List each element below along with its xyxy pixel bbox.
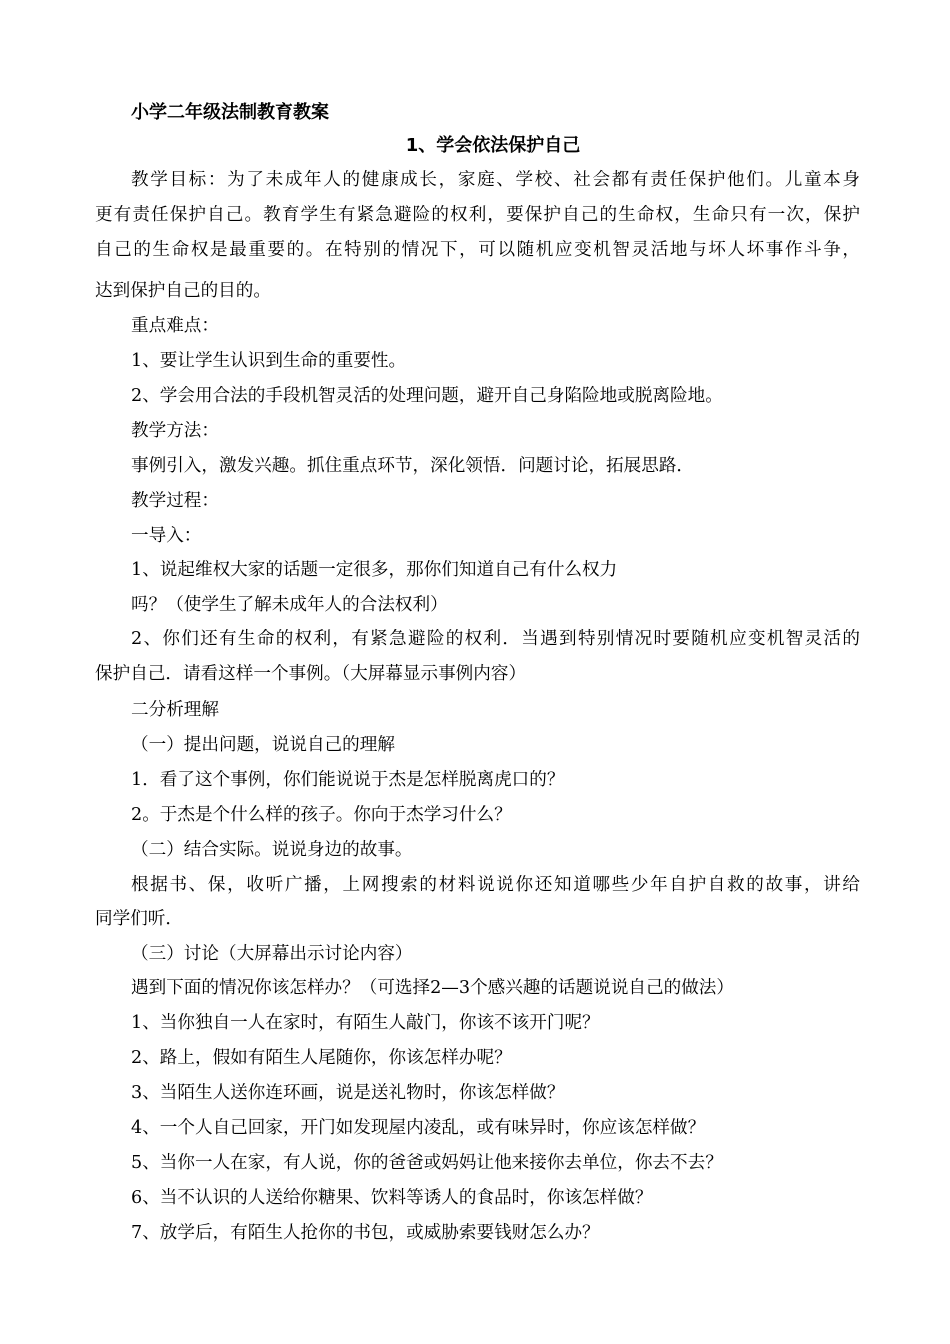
paragraph-line: 遇到下面的情况你该怎样办？（可选择2—3个感兴趣的话题说说自己的做法）: [131, 978, 734, 998]
paragraph-line: 达到保护自己的目的。: [95, 281, 271, 301]
paragraph-line: 教学目标：为了未成年人的健康成长，家庭、学校、社会都有责任保护他们。儿童本身: [131, 170, 860, 190]
list-item: 5、当你一人在家，有人说，你的爸爸或妈妈让他来接你去单位，你去不去？: [131, 1153, 723, 1173]
list-item: 2、路上，假如有陌生人尾随你，你该怎样办呢？: [131, 1048, 512, 1068]
subsection-heading: （三）讨论（大屏幕出示讨论内容）: [131, 944, 413, 964]
list-item: 1、要让学生认识到生命的重要性。: [131, 351, 407, 371]
paragraph-line: 自己的生命权是最重要的。在特别的情况下，可以随机应变机智灵活地与坏人坏事作斗争，: [95, 240, 860, 260]
list-item: 2、学会用合法的手段机智灵活的处理问题，避开自己身陷险地或脱离险地。: [131, 386, 723, 406]
section-heading: 一导入：: [131, 526, 202, 546]
list-item: 7、放学后，有陌生人抢你的书包，或威胁索要钱财怎么办？: [131, 1223, 600, 1243]
subsection-heading: （一）提出问题，说说自己的理解: [131, 735, 395, 755]
list-item: 1、说起维权大家的话题一定很多，那你们知道自己有什么权力: [131, 560, 618, 580]
section-heading: 教学方法：: [131, 421, 219, 441]
list-item: 3、当陌生人送你连环画，说是送礼物时，你该怎样做？: [131, 1083, 565, 1103]
paragraph-line: 吗？（使学生了解未成年人的合法权利）: [131, 595, 448, 615]
section-heading: 二分析理解: [131, 700, 219, 720]
section-heading: 重点难点：: [131, 316, 219, 336]
paragraph-line: 根据书、保，收听广播，上网搜索的材料说说你还知道哪些少年自护自救的故事，讲给: [131, 875, 860, 895]
document-title: 小学二年级法制教育教案: [131, 102, 329, 123]
list-item: 2、你们还有生命的权利，有紧急避险的权利．当遇到特别情况时要随机应变机智灵活的: [131, 629, 860, 649]
list-item: 1、当你独自一人在家时，有陌生人敲门，你该不该开门呢？: [131, 1013, 600, 1033]
paragraph-line: 更有责任保护自己。教育学生有紧急避险的权利，要保护自己的生命权，生命只有一次，保护: [95, 205, 860, 225]
list-item: 4、一个人自己回家，开门如发现屋内凌乱，或有味异时，你应该怎样做？: [131, 1118, 706, 1138]
section-heading: 教学过程：: [131, 491, 219, 511]
subsection-heading: （二）结合实际。说说身边的故事。: [131, 840, 413, 860]
paragraph-line: 同学们听．: [95, 909, 183, 929]
list-item: 1．看了这个事例，你们能说说于杰是怎样脱离虎口的？: [131, 770, 565, 790]
lesson-title: 1、学会依法保护自己: [405, 135, 581, 156]
list-item: 6、当不认识的人送给你糖果、饮料等诱人的食品时，你该怎样做？: [131, 1188, 653, 1208]
paragraph-line: 保护自己．请看这样一个事例。（大屏幕显示事例内容）: [95, 664, 527, 684]
list-item: 2。于杰是个什么样的孩子。你向于杰学习什么？: [131, 805, 512, 825]
paragraph-line: 事例引入，激发兴趣。抓住重点环节，深化领悟．问题讨论，拓展思路．: [131, 456, 695, 476]
